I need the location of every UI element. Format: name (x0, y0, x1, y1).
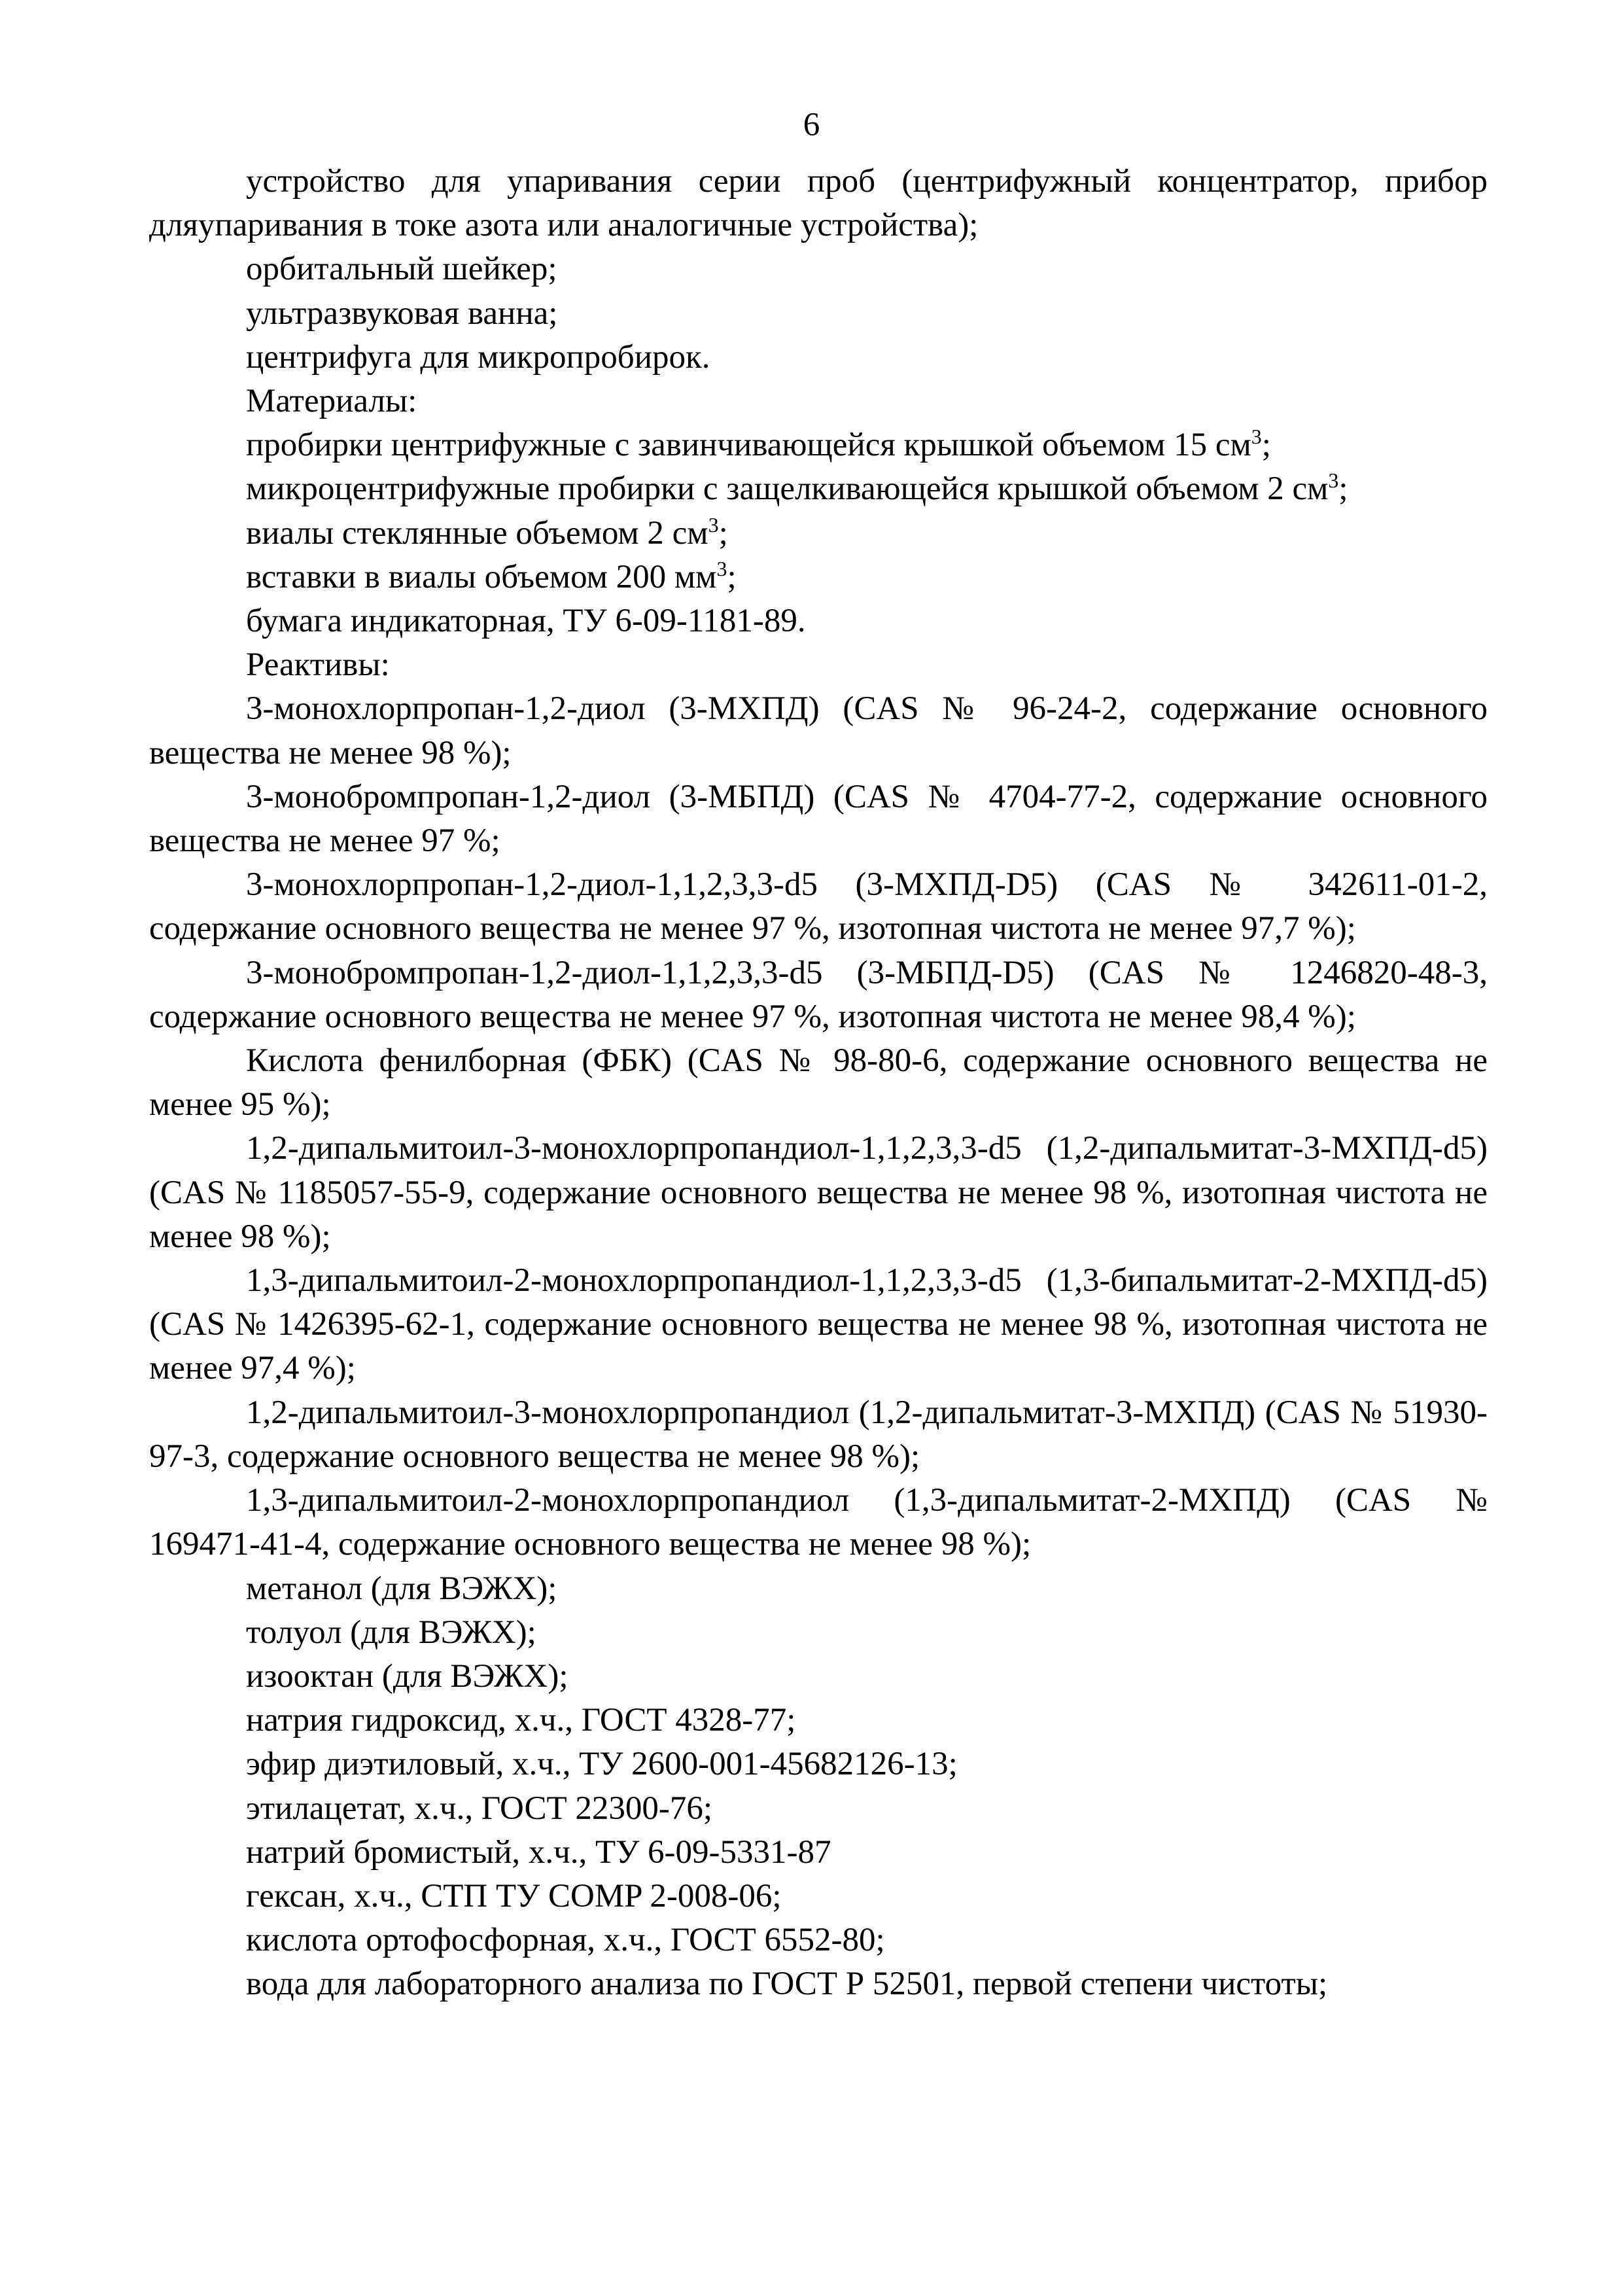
paragraph-12-dipalmitoyl-d5: 1,2-дипальмитоил-3-монохлорпропандиол-1,1,2,3,3-d5 (1,2-дипальмитат-3-МХПД-d5) (CAS № 1185057-55-9, содержание основного вещества не менее 98 %, изотопная чистота не менее 98 %); (149, 1130, 1488, 1255)
paragraph-glass-vials: виалы стеклянные объемом 2 $см^3$; (246, 512, 728, 552)
paragraph-phenylboronic-acid: Кислота фенилборная (ФБК) (CAS № 98-80-6, содержание основного вещества не менее 95 %); (149, 1042, 1488, 1123)
paragraph-3-mbpd-d5: 3-монобромпропан-1,2-диол-1,1,2,3,3-d5 (3-МБПД-D5) (CAS № 1246820-48-3, содержание основного вещества не менее 97 %, изотопная чистота не менее 98,4 %); (149, 954, 1488, 1035)
paragraph-toluene: толуол (для ВЭЖХ); (246, 1614, 536, 1651)
paragraph-13-dipalmitoyl-d5: 1,3-дипальмитоил-2-монохлорпропандиол-1,1,2,3,3-d5 (1,3-бипальмитат-2-МХПД-d5) (CAS № 1426395-62-1, содержание основного вещества не менее 98 %, изотопная чистота не менее 97,4 %); (149, 1262, 1488, 1387)
paragraph-ethyl-acetate: этилацетат, х.ч., ГОСТ 22300-76; (246, 1790, 713, 1827)
paragraph-13-dipalmitoyl: 1,3-дипальмитоил-2-монохлорпропандиол (1,3-дипальмитат-2-МХПД) (CAS № 169471-41-4, содержание основного вещества не менее 98 %); (149, 1482, 1488, 1563)
paragraph-vial-inserts: вставки в виалы объемом 200 $мм^3$; (246, 556, 737, 595)
paragraph-12-dipalmitoyl: 1,2-дипальмитоил-3-монохлорпропандиол (1,2-дипальмитат-3-МХПД) (CAS № 51930-97-3, содержание основного вещества не менее 98 %); (149, 1394, 1488, 1475)
paragraph-microcentrifuge-tubes: микроцентрифужные пробирки с защелкивающейся крышкой объемом 2 $см^3$; (246, 468, 1348, 508)
paragraph-indicator-paper: бумага индикаторная, ТУ 6-09-1181-89. (246, 603, 806, 640)
paragraph-3-mcpd-d5: 3-монохлорпропан-1,2-диол-1,1,2,3,3-d5 (3-МХПД-D5) (CAS № 342611-01-2, содержание основного вещества не менее 97 %, изотопная чистота не менее 97,7 %); (149, 866, 1488, 947)
paragraph-3-mcpd: 3-монохлорпропан-1,2-диол (3-МХПД) (CAS № 96-24-2, содержание основного вещества не менее 98 %); (149, 690, 1488, 771)
paragraph-microcentrifuge: центрифуга для микропробирок. (246, 338, 710, 376)
paragraph-sodium-hydroxide: натрия гидроксид, х.ч., ГОСТ 4328-77; (246, 1702, 796, 1739)
paragraph-methanol: метанол (для ВЭЖХ); (246, 1570, 557, 1607)
paragraph-3-mbpd: 3-монобромпропан-1,2-диол (3-МБПД) (CAS № 4704-77-2, содержание основного вещества не менее 97 %; (149, 778, 1488, 860)
paragraph-sodium-bromide: натрий бромистый, х.ч., ТУ 6-09-5331-87 (246, 1833, 831, 1871)
paragraph-diethyl-ether: эфир диэтиловый, х.ч., ТУ 2600-001-45682126-13; (246, 1746, 958, 1783)
paragraph-centrifuge-tubes: пробирки центрифужные с завинчивающейся крышкой объемом 15 $см^3$; (246, 425, 1271, 464)
document-body (149, 160, 1488, 2007)
paragraph-phosphoric-acid: кислота ортофосфорная, х.ч., ГОСТ 6552-80; (246, 1922, 885, 1959)
paragraph-orbital-shaker: орбитальный шейкер; (246, 251, 557, 288)
page-number: 6 (803, 107, 820, 143)
paragraph-isooctane: изооктан (для ВЭЖХ); (246, 1657, 568, 1695)
paragraph-lab-water: вода для лабораторного анализа по ГОСТ Р 52501, первой степени чистоты; (246, 1966, 1328, 2003)
heading-reagents: Реактивы: (246, 646, 390, 684)
paragraph-evaporator: устройство для упаривания серии проб (центрифужный концентратор, прибор дляупаривания в токе азота или аналогичные устройства); (149, 163, 1488, 244)
paragraph-ultrasonic-bath: ультразвуковая ванна; (246, 294, 558, 332)
paragraph-hexane: гексан, х.ч., СТП ТУ COMP 2-008-06; (246, 1877, 782, 1915)
heading-materials: Материалы: (246, 383, 417, 420)
